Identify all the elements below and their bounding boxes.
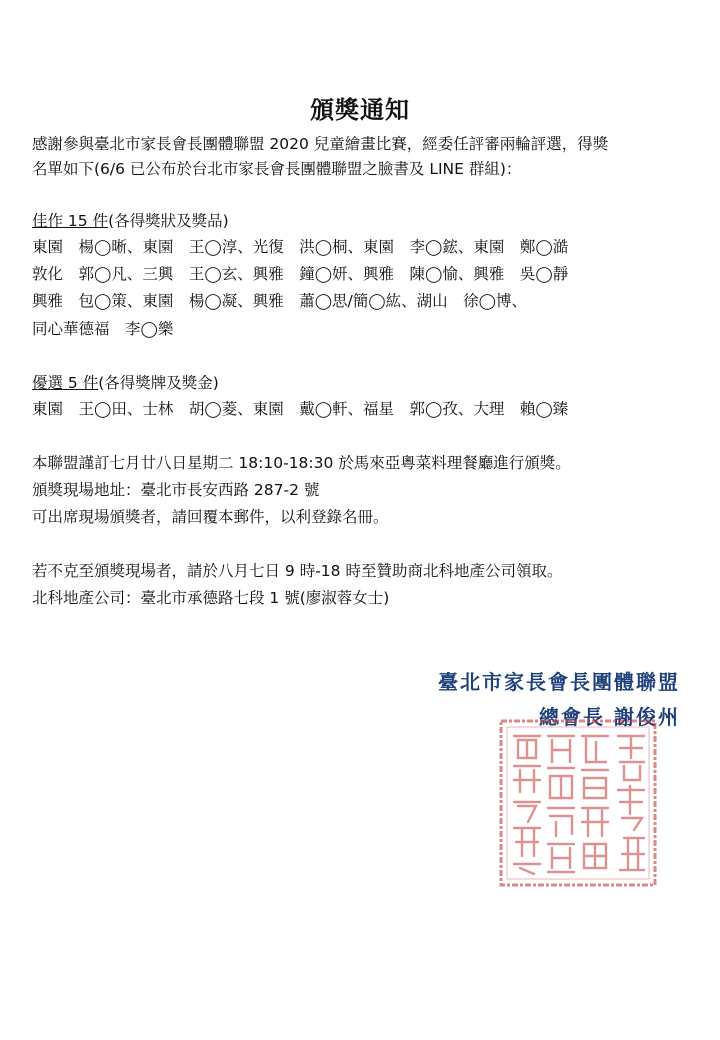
merit-line-4: 同心華德福 李◯樂 xyxy=(32,320,174,338)
merit-line-3: 興雅 包◯策、東園 楊◯凝、興雅 蕭◯思/簡◯紘、湖山 徐◯博、 xyxy=(32,292,527,310)
excellent-heading: 優選 5 件 xyxy=(32,374,99,392)
intro-line-1: 感謝參與臺北市家長會長團體聯盟 2020 兒童繪畫比賽，經委任評審兩輪評選，得獎 xyxy=(32,135,609,153)
merit-line-2: 敦化 郭◯凡、三興 王◯玄、興雅 鐘◯妍、興雅 陳◯愉、興雅 吳◯靜 xyxy=(32,265,569,283)
official-seal-stamp xyxy=(498,718,658,888)
excellent-note: (各得獎牌及獎金) xyxy=(98,374,219,392)
pickup-line-1: 若不克至頒獎現場者，請於八月七日 9 時-18 時至贊助商北科地產公司領取。 xyxy=(32,562,563,580)
merit-note: (各得獎狀及獎品) xyxy=(108,212,229,230)
merit-section-heading xyxy=(32,210,696,232)
excellent-section-heading xyxy=(32,372,696,394)
ceremony-reply-note: 可出席現場頒獎者，請回覆本郵件，以利登錄名冊。 xyxy=(32,508,389,526)
ceremony-address: 頒獎現場地址：臺北市長安西路 287-2 號 xyxy=(32,481,320,499)
excellent-line-1: 東園 王◯田、士林 胡◯菱、東園 戴◯軒、福星 郭◯孜、大理 賴◯臻 xyxy=(32,400,569,418)
signature-organization: 臺北市家長會長團體聯盟 xyxy=(438,670,680,694)
pickup-address: 北科地產公司：臺北市承德路七段 1 號(廖淑蓉女士) xyxy=(32,589,390,607)
signature-signer: 總會長 謝俊州 xyxy=(539,705,680,729)
ceremony-line-1: 本聯盟謹訂七月廿八日星期二 18:10-18:30 於馬來亞粵菜料理餐廳進行頒獎。 xyxy=(32,454,571,472)
merit-line-1: 東園 楊◯晰、東園 王◯淳、光復 洪◯桐、東園 李◯鋐、東園 鄭◯澔 xyxy=(32,238,569,256)
intro-line-2: 名單如下(6/6 已公布於台北市家長會長團體聯盟之臉書及 LINE 群組)： xyxy=(32,160,522,178)
notice-title: 頒獎通知 xyxy=(310,95,410,124)
merit-heading: 佳作 15 件 xyxy=(32,212,109,230)
